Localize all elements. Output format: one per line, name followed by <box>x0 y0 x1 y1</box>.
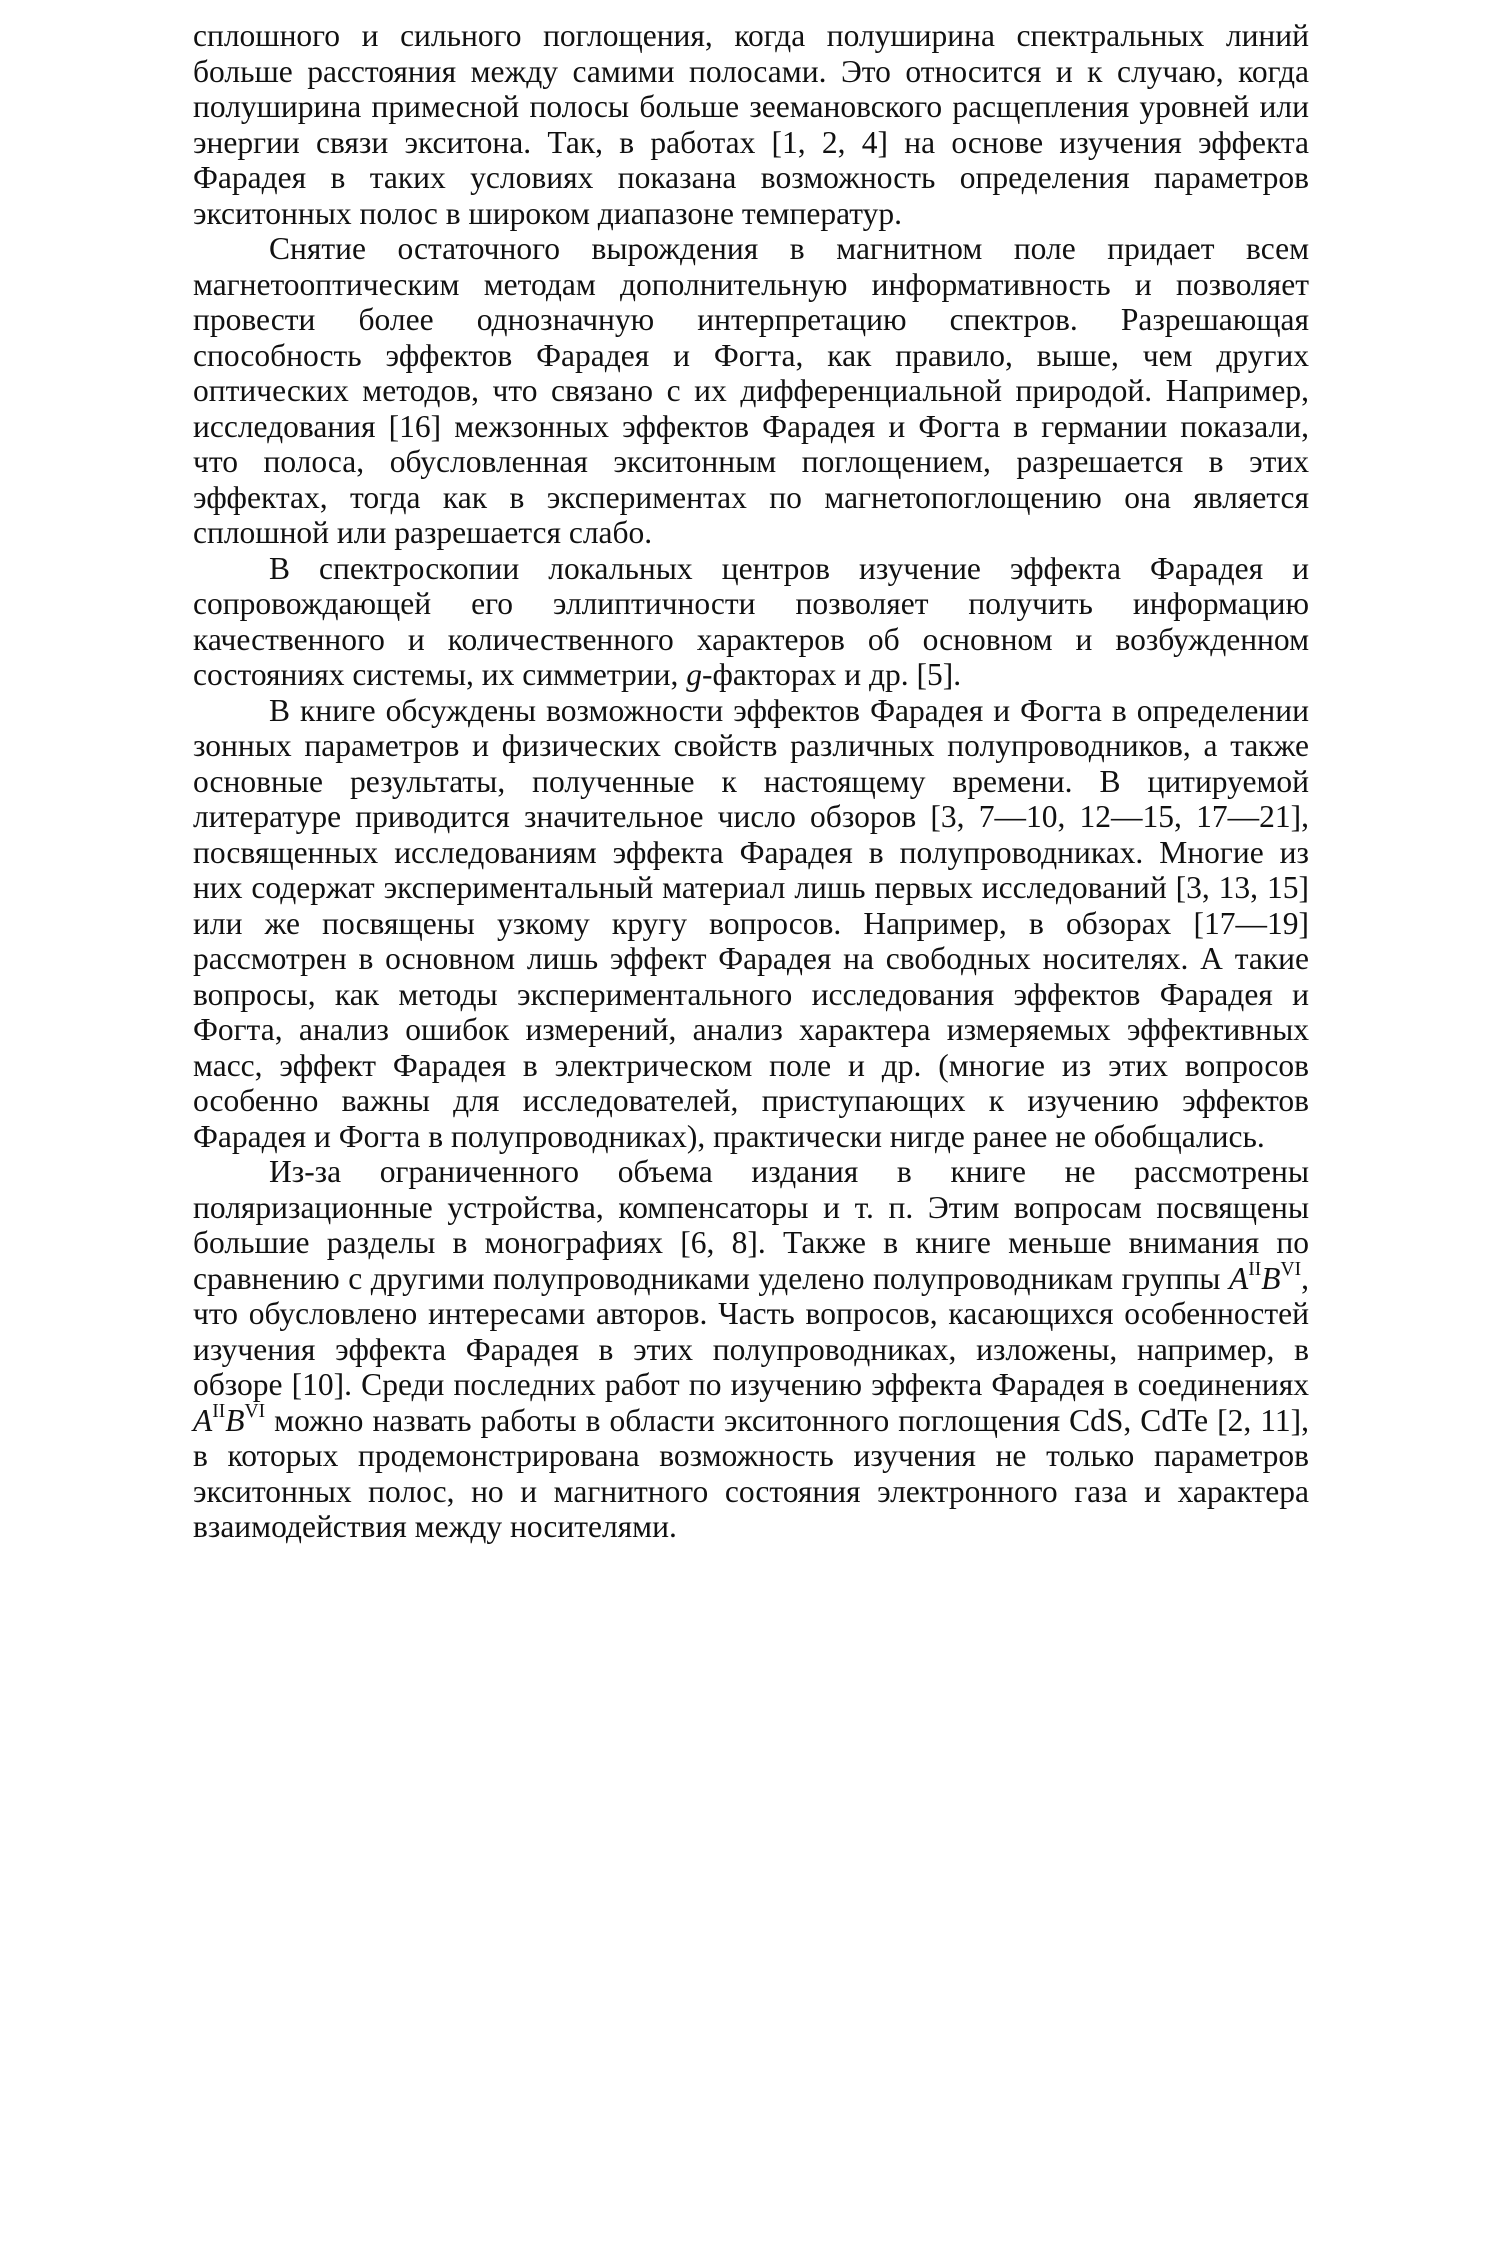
formula-a2b6-first <box>1229 1258 1302 1296</box>
formula-a-letter: A <box>193 1402 213 1438</box>
paragraph-5-text-b: , что обусловлено интересами авторов. Часть вопросов, касающихся особенностей изучения эффекта Фарадея в этих полупроводниках, изложены, например, в обзоре [10]. Среди последних работ по изучению эффекта Фарадея в соединениях <box>193 1260 1309 1402</box>
formula-a-superscript: II <box>1248 1258 1262 1280</box>
paragraph-1: сплошного и сильного поглощения, когда полуширина спектральных линий больше расстояния между самими полосами. Это относится и к случаю, когда полуширина примесной полосы больше зеемановского расщепления уровней или энергии связи экситона. Так, в работах [1, 2, 4] на основе изучения эффекта Фарадея в таких условиях показана возможность определения параметров экситонных полос в широком диапазоне температур. <box>193 18 1309 231</box>
paragraph-3 <box>193 551 1309 693</box>
formula-a2b6-second <box>193 1400 266 1438</box>
formula-b-letter: B <box>1261 1260 1281 1296</box>
paragraph-5-text-c: можно назвать работы в области экситонного поглощения CdS, CdTe [2, 11], в которых продемонстрирована возможность изучения не только параметров экситонных полос, но и магнитного состояния электронного газа и характера взаимодействия между носителями. <box>193 1402 1309 1544</box>
paragraph-4: В книге обсуждены возможности эффектов Фарадея и Фогта в определении зонных параметров и физических свойств различных полупроводников, а также основные результаты, полученные к настоящему времени. В цитируемой литературе приводится значительное число обзоров [3, 7—10, 12—15, 17—21], посвященных исследованиям эффекта Фарадея в полупроводниках. Многие из них содержат экспериментальный материал лишь первых исследований [3, 13, 15] или же посвящены узкому кругу вопросов. Например, в обзорах [17—19] рассмотрен в основном лишь эффект Фарадея на свободных носителях. А такие вопросы, как методы экспериментального исследования эффектов Фарадея и Фогта, анализ ошибок измерений, анализ характера измеряемых эффективных масс, эффект Фарадея в электрическом поле и др. (многие из этих вопросов особенно важны для исследователей, приступающих к изучению эффектов Фарадея и Фогта в полупроводниках), практически нигде ранее не обобщались. <box>193 692 1309 1154</box>
paragraph-3-text-b: -факторах и др. [5]. <box>702 657 962 692</box>
paragraph-5 <box>193 1154 1309 1545</box>
document-page <box>193 18 1309 1545</box>
g-factor-symbol: g <box>686 657 703 692</box>
formula-a-letter: A <box>1229 1260 1249 1296</box>
paragraph-5-text-a: Из-за ограниченного объема издания в книге не рассмотрены поляризационные устройства, компенсаторы и т. п. Этим вопросам посвящены большие разделы в монографиях [6, 8]. Также в книге меньше внимания по сравнению с другими полупроводниками уделено полупроводникам группы <box>193 1154 1309 1296</box>
formula-b-superscript: VI <box>244 1400 266 1422</box>
formula-a-superscript: II <box>212 1400 226 1422</box>
formula-b-superscript: VI <box>1280 1258 1302 1280</box>
paragraph-2: Снятие остаточного вырождения в магнитном поле придает всем магнетооптическим методам дополнительную информативность и позволяет провести более однозначную интерпретацию спектров. Разрешающая способность эффектов Фарадея и Фогта, как правило, выше, чем других оптических методов, что связано с их дифференциальной природой. Например, исследования [16] межзонных эффектов Фарадея и Фогта в германии показали, что полоса, обусловленная экситонным поглощением, разрешается в этих эффектах, тогда как в экспериментах по магнетопоглощению она является сплошной или разрешается слабо. <box>193 231 1309 550</box>
formula-b-letter: B <box>225 1402 245 1438</box>
paragraph-3-text-a: В спектроскопии локальных центров изучение эффекта Фарадея и сопровождающей его эллиптичности позволяет получить информацию качественного и количественного характеров об основном и возбужденном состояниях системы, их симметрии, <box>193 550 1309 692</box>
